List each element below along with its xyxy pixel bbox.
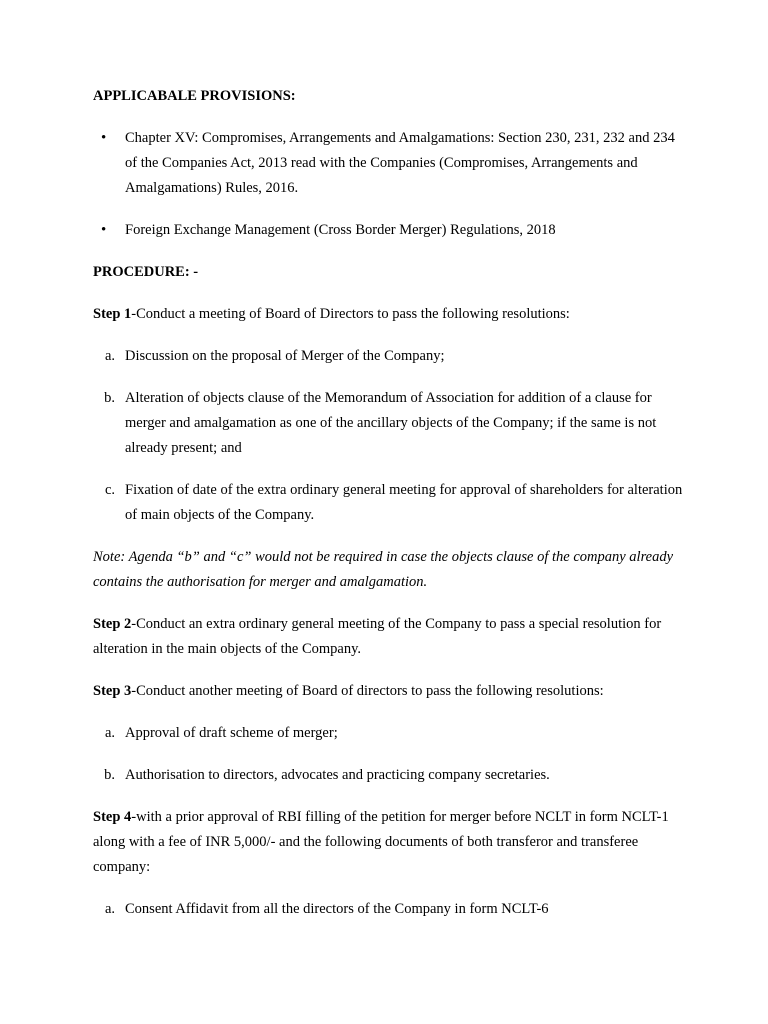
list-item <box>93 478 683 528</box>
step-3-label: Step 3 <box>93 683 132 699</box>
list-marker: c. <box>104 482 115 498</box>
step-2-label: Step 2 <box>93 616 132 632</box>
step-1-resolutions-list <box>93 344 683 528</box>
step-2-paragraph <box>93 612 683 662</box>
step-3-text: -Conduct another meeting of Board of directors to pass the following resolutions: <box>131 683 604 699</box>
list-item <box>93 897 683 922</box>
step-3-resolutions-list <box>93 721 683 788</box>
list-item <box>93 721 683 746</box>
document-page <box>93 84 683 939</box>
provision-item <box>93 126 683 201</box>
list-item-text: Discussion on the proposal of Merger of the Company; <box>125 348 445 364</box>
provision-item <box>93 218 683 243</box>
step-4-text: -with a prior approval of RBI filling of the petition for merger before NCLT in form NCLT-1 along with a fee of INR 5,000/- and the following documents of both transferor and transferee company: <box>93 809 669 875</box>
provisions-list <box>93 126 683 243</box>
list-item <box>93 386 683 461</box>
list-item-text: Consent Affidavit from all the directors of the Company in form NCLT-6 <box>125 901 549 917</box>
step-1-text: -Conduct a meeting of Board of Directors to pass the following resolutions: <box>131 306 570 322</box>
list-item-text: Approval of draft scheme of merger; <box>125 725 338 741</box>
step-1-paragraph <box>93 302 683 327</box>
step-3-paragraph <box>93 679 683 704</box>
applicable-provisions-heading: APPLICABALE PROVISIONS: <box>93 88 296 104</box>
step-4-label: Step 4 <box>93 809 132 825</box>
agenda-note: Note: Agenda “b” and “c” would not be required in case the objects clause of the company already contains the authorisation for merger and amalgamation. <box>93 549 674 590</box>
list-item <box>93 763 683 788</box>
list-item-text: Alteration of objects clause of the Memorandum of Association for addition of a clause for merger and amalgamation as one of the ancillary objects of the Company; if the same is not already present; and <box>125 390 657 456</box>
list-item <box>93 344 683 369</box>
provision-text: Chapter XV: Compromises, Arrangements and Amalgamations: Section 230, 231, 232 and 234 of the Companies Act, 2013 read with the Companies (Compromises, Arrangements and Amalgamations) Rules, 2016. <box>125 130 675 196</box>
list-marker: a. <box>104 725 115 741</box>
step-2-text: -Conduct an extra ordinary general meeting of the Company to pass a special resolution for alteration in the main objects of the Company. <box>93 616 662 657</box>
step-1-label: Step 1 <box>93 306 132 322</box>
bullet-icon: • <box>101 130 107 146</box>
list-marker: b. <box>104 767 115 783</box>
list-marker: b. <box>104 390 115 406</box>
list-marker: a. <box>104 901 115 917</box>
step-4-documents-list <box>93 897 683 922</box>
list-item-text: Fixation of date of the extra ordinary general meeting for approval of shareholders for alteration of main objects of the Company. <box>125 482 683 523</box>
procedure-heading: PROCEDURE: - <box>93 264 199 280</box>
bullet-icon: • <box>101 222 107 238</box>
provision-text: Foreign Exchange Management (Cross Border Merger) Regulations, 2018 <box>125 222 556 238</box>
list-marker: a. <box>104 348 115 364</box>
step-4-paragraph <box>93 805 683 880</box>
list-item-text: Authorisation to directors, advocates and practicing company secretaries. <box>125 767 550 783</box>
